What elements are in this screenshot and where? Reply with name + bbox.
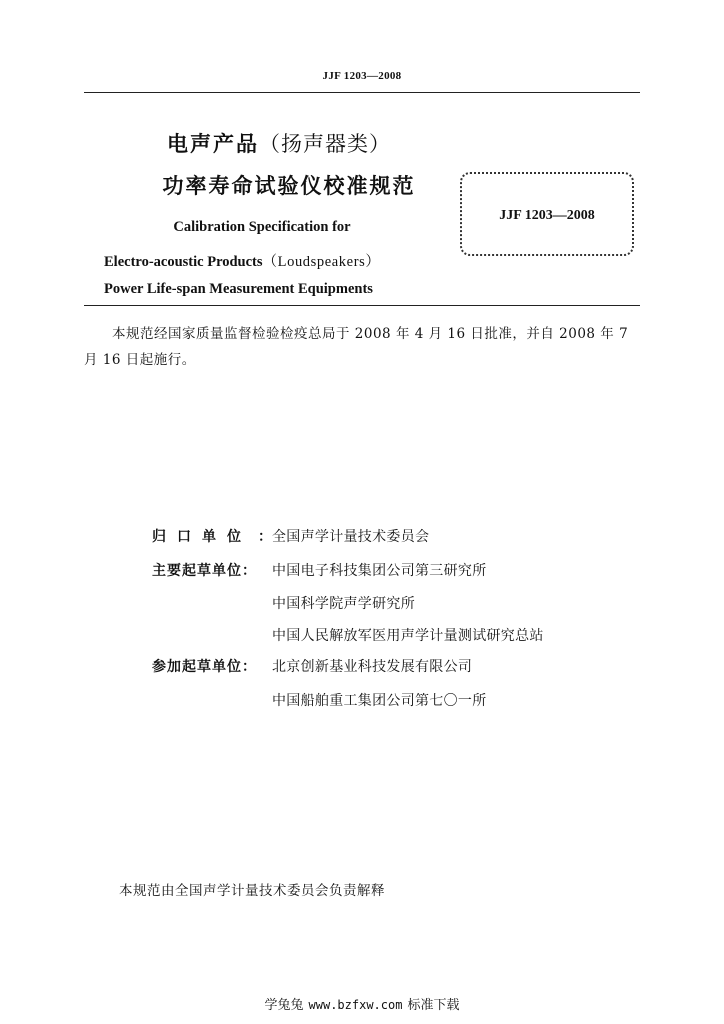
responsible-unit-label: 归口单位	[152, 529, 252, 545]
main-drafters-label: 主要起草单位：	[152, 563, 257, 579]
footer-suffix: 标准下载	[407, 998, 460, 1013]
title-chinese-line-2: 功率寿命试验仪校准规范	[162, 174, 416, 198]
title-english-line-3: Power Life-span Measurement Equipments	[104, 281, 373, 297]
standard-code-box	[460, 172, 634, 256]
footer-prefix: 学兔兔	[264, 998, 304, 1013]
title-english-main: Electro-acoustic Products	[104, 254, 263, 270]
participant-item: 北京创新基业科技发展有限公司	[272, 659, 473, 675]
interpretation-statement: 本规范由全国声学计量技术委员会负责解释	[119, 883, 385, 899]
footer-watermark	[0, 994, 724, 1013]
standard-code-box-text: JJF 1203—2008	[499, 208, 595, 223]
responsible-unit-value: 全国声学计量技术委员会	[272, 529, 430, 545]
responsible-unit-colon: ：	[258, 529, 272, 545]
main-drafter-item: 中国科学院声学研究所	[272, 596, 415, 612]
approval-statement: 本规范经国家质量监督检验检疫总局于 2008 年 4 月 16 日批准，并自 2008 年 7 月 16 日起施行。	[84, 326, 629, 368]
title-chinese-paren: （扬声器类）	[259, 132, 391, 156]
title-chinese-line-1	[84, 128, 474, 158]
title-divider	[84, 305, 640, 306]
participant-item: 中国船舶重工集团公司第七〇一所	[272, 693, 487, 709]
participants-label: 参加起草单位：	[152, 659, 257, 675]
title-english-line-1: Calibration Specification for	[173, 219, 351, 235]
header-divider	[84, 92, 640, 93]
title-english-paren: （Loudspeakers）	[262, 254, 381, 270]
header-standard-code: JJF 1203—2008	[322, 70, 402, 82]
main-drafter-item: 中国人民解放军医用声学计量测试研究总站	[272, 628, 544, 644]
title-english-line-2	[104, 250, 380, 271]
main-drafter-item: 中国电子科技集团公司第三研究所	[272, 563, 487, 579]
footer-site-link[interactable]: www.bzfxw.com	[308, 998, 403, 1012]
title-chinese-main: 电声产品	[167, 132, 259, 156]
